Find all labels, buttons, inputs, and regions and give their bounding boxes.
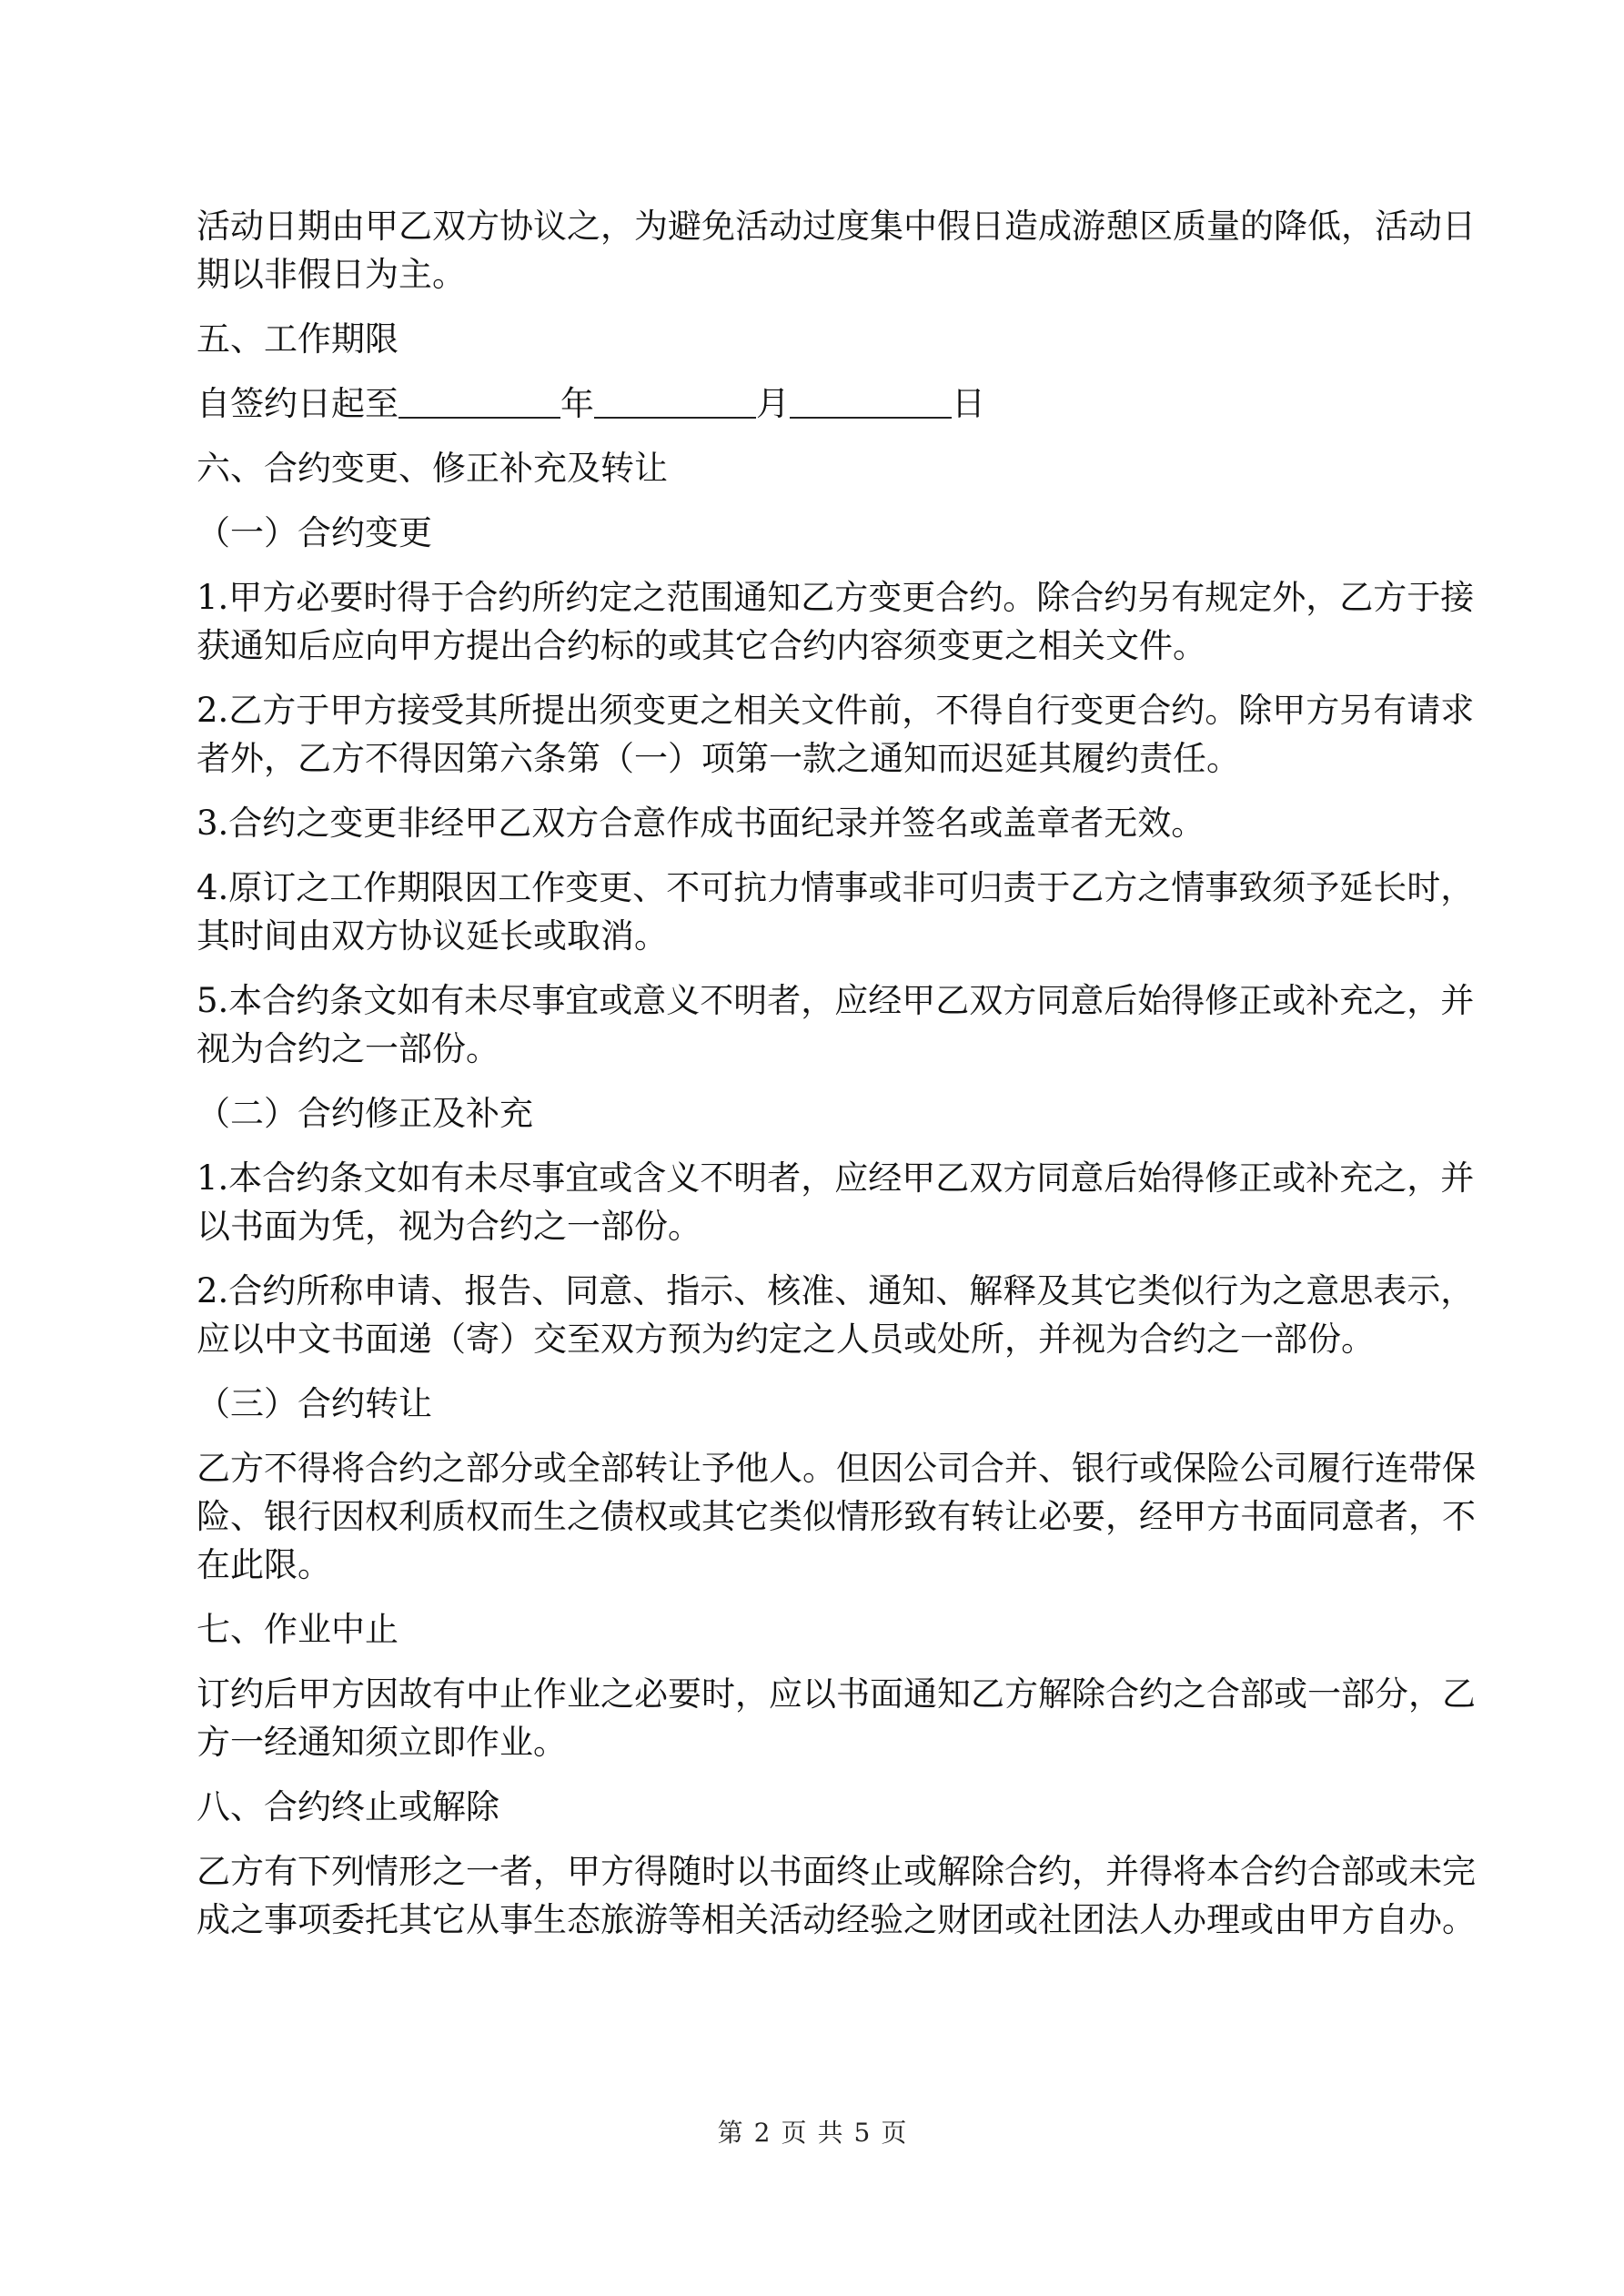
year-label: 年 <box>560 384 594 423</box>
subsection-heading: （一）合约变更 <box>197 513 432 552</box>
paragraph-line: 乙方不得将合约之部分或全部转让予他人。但因公司合并、银行或保险公司履行连带保 <box>197 1449 1476 1488</box>
footer-ye2: 页 <box>881 2118 907 2148</box>
subsection-heading: （二）合约修正及补充 <box>197 1094 533 1133</box>
paragraph-line: 其时间由双方协议延长或取消。 <box>197 916 668 956</box>
paragraph-line: 应以中文书面递（寄）交至双方预为约定之人员或处所，并视为合约之一部份。 <box>197 1320 1375 1359</box>
paragraph-line: 成之事项委托其它从事生态旅游等相关活动经验之财团或社团法人办理或由甲方自办。 <box>197 1900 1476 1939</box>
document-body <box>197 202 1476 1944</box>
month-blank <box>594 384 756 419</box>
paragraph-line: 乙方有下列情形之一者，甲方得随时以书面终止或解除合约，并得将本合约合部或未完 <box>197 1852 1476 1891</box>
section-heading: 七、作业中止 <box>197 1610 398 1649</box>
subsection-heading: （三）合约转让 <box>197 1384 432 1423</box>
section-heading: 六、合约变更、修正补充及转让 <box>197 449 668 488</box>
day-blank <box>790 384 952 419</box>
section-heading: 五、工作期限 <box>197 319 398 359</box>
footer-gong: 共 <box>817 2118 843 2148</box>
paragraph-line: 5.本合约条文如有未尽事宜或意义不明者，应经甲乙双方同意后始得修正或补充之，并 <box>197 981 1475 1020</box>
page-footer <box>0 2117 1624 2149</box>
month-label: 月 <box>756 384 790 423</box>
footer-page-number: 2 <box>753 2118 771 2148</box>
paragraph-line: 期以非假日为主。 <box>197 255 466 294</box>
date-prefix: 自签约日起至 <box>197 384 398 423</box>
paragraph-line: 1.甲方必要时得于合约所约定之范围通知乙方变更合约。除合约另有规定外，乙方于接 <box>197 578 1475 617</box>
paragraph-line: 2.乙方于甲方接受其所提出须变更之相关文件前，不得自行变更合约。除甲方另有请求 <box>197 691 1475 730</box>
paragraph-line: 以书面为凭，视为合约之一部份。 <box>197 1207 701 1246</box>
year-blank <box>398 384 560 419</box>
paragraph-line: 4.原订之工作期限因工作变更、不可抗力情事或非可归责于乙方之情事致须予延长时， <box>197 868 1475 907</box>
date-line <box>197 379 1434 428</box>
paragraph-line: 视为合约之一部份。 <box>197 1029 499 1068</box>
paragraph-line: 在此限。 <box>197 1545 331 1584</box>
day-label: 日 <box>952 384 985 423</box>
paragraph-line: 2.合约所称申请、报告、同意、指示、核准、通知、解释及其它类似行为之意思表示， <box>197 1271 1475 1310</box>
footer-ye: 页 <box>781 2118 807 2148</box>
paragraph-line: 险、银行因权利质权而生之债权或其它类似情形致有转让必要，经甲方书面同意者，不 <box>197 1497 1476 1536</box>
footer-total-pages: 5 <box>853 2118 871 2148</box>
paragraph-line: 1.本合约条文如有未尽事宜或含义不明者，应经甲乙双方同意后始得修正或补充之，并 <box>197 1158 1475 1198</box>
paragraph-line: 者外，乙方不得因第六条第（一）项第一款之通知而迟延其履约责任。 <box>197 739 1240 778</box>
paragraph-line: 活动日期由甲乙双方协议之，为避免活动过度集中假日造成游憩区质量的降低，活动日 <box>197 207 1476 246</box>
paragraph-line: 方一经通知须立即作业。 <box>197 1723 567 1762</box>
paragraph-line: 获通知后应向甲方提出合约标的或其它合约内容须变更之相关文件。 <box>197 626 1206 665</box>
paragraph-line: 订约后甲方因故有中止作业之必要时，应以书面通知乙方解除合约之合部或一部分，乙 <box>197 1674 1476 1714</box>
paragraph-line: 3.合约之变更非经甲乙双方合意作成书面纪录并签名或盖章者无效。 <box>197 804 1205 843</box>
footer-di: 第 <box>717 2118 743 2148</box>
section-heading: 八、合约终止或解除 <box>197 1787 499 1826</box>
